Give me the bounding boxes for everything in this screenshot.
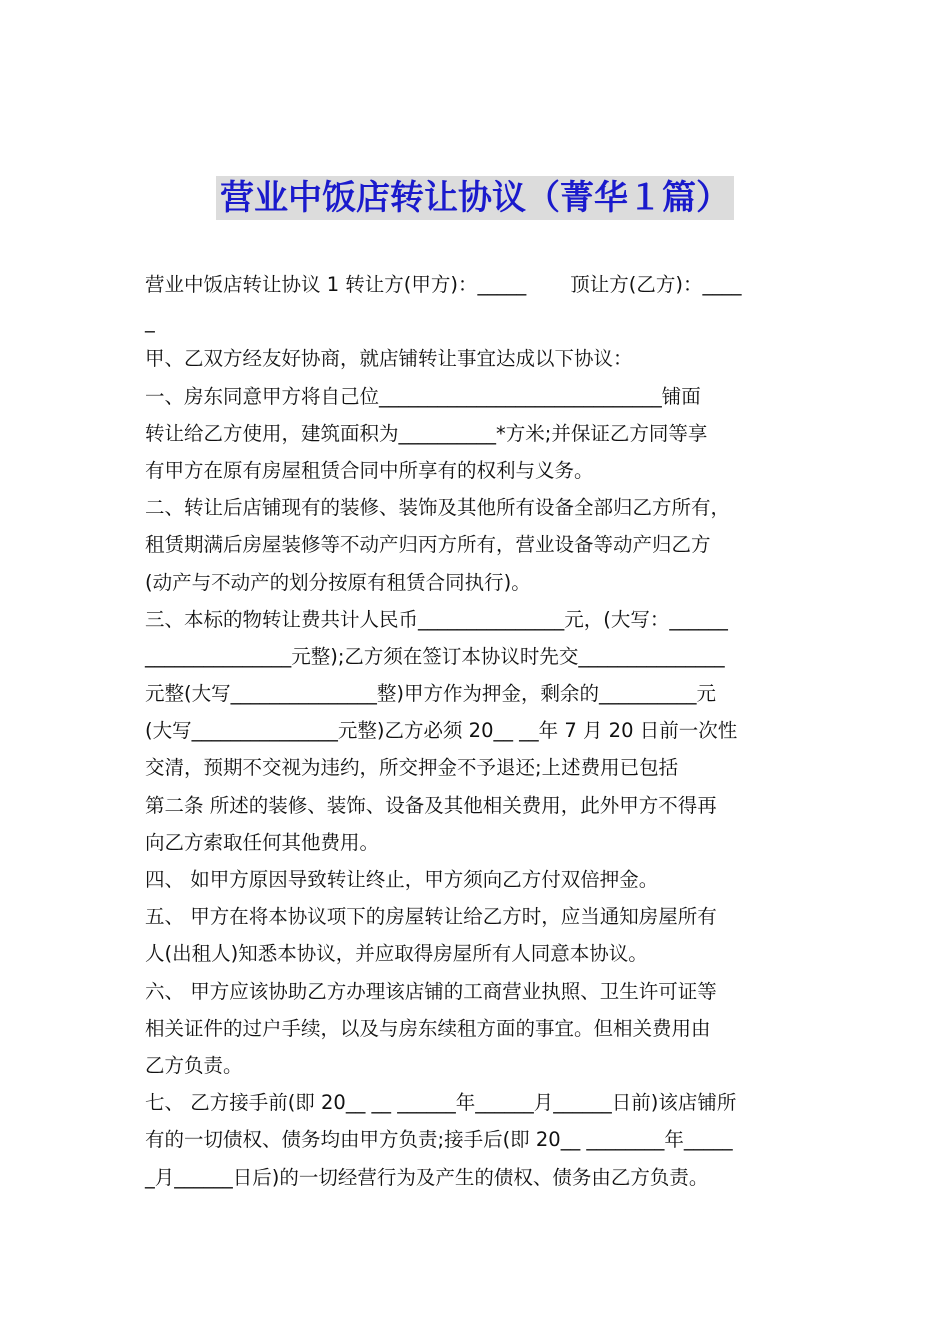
text-line: 三、本标的物转让费共计人民币_______________元，(大写：______ <box>145 607 728 631</box>
text-line: 转让给乙方使用，建筑面积为__________*方米;并保证乙方同等享 <box>145 421 708 445</box>
text-line: 七、 乙方接手前(即 20__ __ ______年______月______日前)该店铺所 <box>145 1091 737 1115</box>
text-line: 租赁期满后房屋装修等不动产归丙方所有，营业设备等动产归乙方 <box>145 533 711 557</box>
text-line: 五、 甲方在将本协议项下的房屋转让给乙方时，应当通知房屋所有 <box>145 905 717 929</box>
text-line-part: 顶让方(乙方)：____ <box>570 273 742 296</box>
text-line: 四、 如甲方原因导致转让终止，甲方须向乙方付双倍押金。 <box>145 868 659 891</box>
text-line: 二、转让后店铺现有的装修、装饰及其他所有设备全部归乙方所有， <box>145 496 731 520</box>
text-line: (动产与不动产的划分按原有租赁合同执行)。 <box>145 570 531 594</box>
title-wrap <box>0 176 950 220</box>
text-line: _ <box>145 310 155 334</box>
text-line: 人(出租人)知悉本协议，并应取得房屋所有人同意本协议。 <box>145 942 648 966</box>
text-line: 有的一切债权、债务均由甲方负责;接手后(即 20__ ________年_____ <box>145 1128 733 1152</box>
text-line: 一、房东同意甲方将自己位_____________________________铺面 <box>145 384 701 408</box>
text-line: (大写_______________元整)乙方必须 20__ __年 7 月 20 日前一次性 <box>145 719 738 743</box>
text-line: 元整(大写_______________整)甲方作为押金，剩余的__________元 <box>145 682 716 706</box>
text-line <box>145 266 815 303</box>
document-body <box>145 266 815 1196</box>
text-line: 乙方负责。 <box>145 1053 243 1077</box>
text-line-part: 营业中饭店转让协议 1 转让方(甲方)：_____ <box>145 273 527 296</box>
text-line: 甲、乙双方经友好协商，就店铺转让事宜达成以下协议： <box>145 347 633 371</box>
text-line: 六、 甲方应该协助乙方办理该店铺的工商营业执照、卫生许可证等 <box>145 979 717 1003</box>
document-title: 营业中饭店转让协议（菁华１篇） <box>216 176 734 220</box>
text-line: _______________元整);乙方须在签订本协议时先交_______________ <box>145 644 725 668</box>
text-line: 交清，预期不交视为违约，所交押金不予退还;上述费用已包括 <box>145 756 679 780</box>
text-line: 向乙方索取任何其他费用。 <box>145 830 380 854</box>
text-line: 第二条 所述的装修、装饰、设备及其他相关费用，此外甲方不得再 <box>145 793 717 817</box>
text-line: _月______日后)的一切经营行为及产生的债权、债务由乙方负责。 <box>145 1165 709 1189</box>
text-line: 相关证件的过户手续，以及与房东续租方面的事宜。但相关费用由 <box>145 1016 711 1040</box>
text-line: 有甲方在原有房屋租赁合同中所享有的权利与义务。 <box>145 458 594 482</box>
